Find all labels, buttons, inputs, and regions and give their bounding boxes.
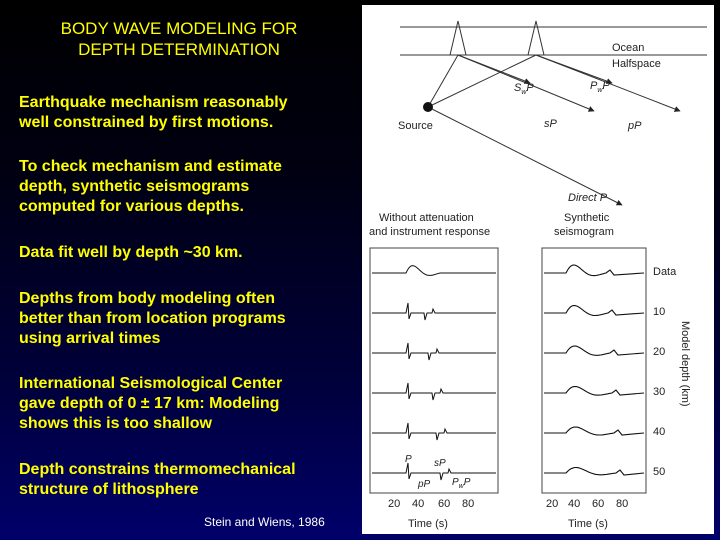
surface-pulse-2: [528, 21, 544, 55]
depth-axis-label: Model depth (km): [679, 321, 691, 407]
bullet-line: well constrained by first motions.: [19, 114, 274, 131]
synthetic-trace: [544, 387, 644, 396]
impulse-trace: [372, 266, 496, 276]
source-label: Source: [398, 120, 433, 132]
p-phase-label: P: [405, 454, 412, 465]
title-line-1: BODY WAVE MODELING FOR: [60, 19, 298, 38]
bullet-line: shows this is too shallow: [19, 415, 212, 432]
left-tick-40: 40: [412, 498, 425, 510]
right-time-axis-label: Time (s): [568, 518, 608, 530]
pp-phase-label: pP: [418, 479, 431, 490]
sp-ray-label: sP: [544, 118, 557, 130]
right-column-header-1: Synthetic: [564, 212, 610, 224]
right-column-header-2: seismogram: [554, 226, 614, 238]
swp-label: $S_wP$: [514, 82, 534, 96]
impulse-trace: [372, 423, 496, 440]
synthetic-trace: [544, 306, 644, 316]
synthetic-trace: [544, 346, 644, 355]
direct-p-label: Direct P: [568, 192, 608, 204]
left-tick-60: 60: [438, 498, 451, 510]
bullet-line: computed for various depths.: [19, 198, 244, 215]
title-line-2: DEPTH DETERMINATION: [78, 40, 280, 59]
left-time-axis-label: Time (s): [408, 518, 448, 530]
seismogram-figure: [362, 5, 714, 534]
bullet-synthetics: [19, 157, 349, 217]
row-label-20: 20: [653, 346, 666, 358]
ray-direct-p: [428, 107, 622, 205]
right-tick-60: 60: [592, 498, 605, 510]
sp-phase-label: sP: [434, 458, 446, 469]
bullet-line: structure of lithosphere: [19, 481, 199, 498]
impulse-trace: [372, 303, 496, 320]
right-trace-panel: [542, 248, 646, 493]
bullet-line: using arrival times: [19, 330, 161, 347]
synthetic-trace: [544, 265, 644, 276]
left-column-header-1: Without attenuation: [379, 212, 474, 224]
surface-pulse-1: [450, 21, 466, 55]
bullet-line: depth, synthetic seismograms: [19, 178, 250, 195]
citation: Stein and Wiens, 1986: [204, 515, 325, 529]
left-trace-panel: [370, 248, 498, 493]
row-label-10: 10: [653, 306, 666, 318]
bullet-line: Earthquake mechanism reasonably: [19, 94, 288, 111]
pwp-phase-label: $P_wP$: [452, 477, 471, 490]
bullet-mechanism: [19, 93, 349, 133]
bullet-line: To check mechanism and estimate: [19, 158, 282, 175]
row-label-data: Data: [653, 266, 677, 278]
bullet-data-fit: [19, 243, 349, 263]
ray-swp: [458, 55, 530, 83]
impulse-trace: [372, 343, 496, 360]
left-tick-80: 80: [462, 498, 475, 510]
row-label-40: 40: [653, 426, 666, 438]
left-column-header-2: and instrument response: [369, 226, 491, 238]
row-label-30: 30: [653, 386, 666, 398]
figure-svg: [362, 5, 714, 534]
right-tick-40: 40: [568, 498, 581, 510]
pp-ray-label: pP: [628, 120, 642, 132]
ray-pwp: [536, 55, 612, 83]
left-tick-20: 20: [388, 498, 401, 510]
bullet-isc: [19, 374, 349, 434]
bullet-depths: [19, 289, 349, 349]
pwp-label: $P_wP$: [590, 80, 610, 94]
bullet-line: gave depth of 0 ± 17 km: Modeling: [19, 395, 280, 412]
ray-up-p: [428, 55, 536, 107]
halfspace-label: Halfspace: [612, 58, 661, 70]
bullet-line: Data fit well by depth ~30 km.: [19, 244, 243, 261]
left-traces: [372, 266, 496, 480]
bullet-line: International Seismological Center: [19, 375, 283, 392]
source-marker: [423, 102, 433, 112]
synthetic-trace: [544, 468, 644, 476]
bullet-line: better than from location programs: [19, 310, 286, 327]
bullet-line: Depths from body modeling often: [19, 290, 275, 307]
bullet-line: Depth constrains thermomechanical: [19, 461, 296, 478]
bullet-lithosphere: [19, 460, 349, 500]
right-tick-20: 20: [546, 498, 559, 510]
slide-title: [18, 18, 340, 60]
right-tick-80: 80: [616, 498, 629, 510]
synthetic-trace: [544, 427, 644, 435]
right-traces: [544, 265, 644, 475]
ocean-label: Ocean: [612, 42, 645, 54]
row-label-50: 50: [653, 466, 666, 478]
ray-up-s: [428, 55, 458, 107]
ray-diagram: [400, 21, 707, 205]
impulse-trace: [372, 383, 496, 400]
